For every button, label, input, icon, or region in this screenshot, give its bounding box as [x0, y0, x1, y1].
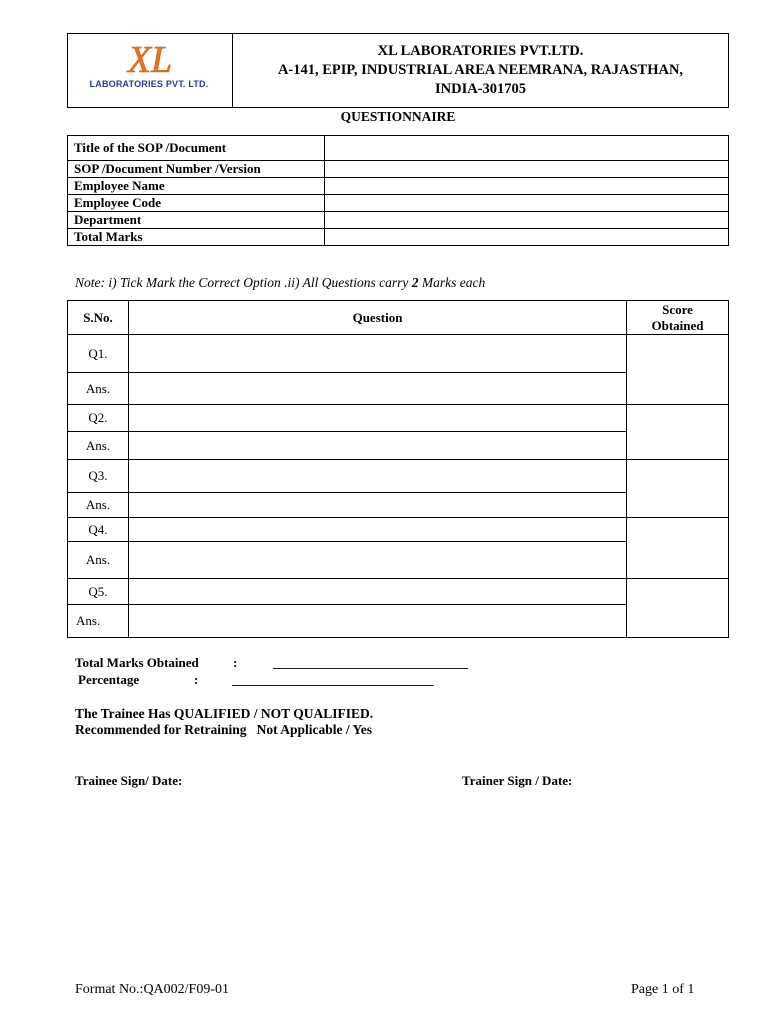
- page-title: QUESTIONNAIRE: [340, 109, 456, 124]
- instruction-note: [75, 275, 485, 291]
- info-label: Title of the SOP /Document: [68, 136, 325, 161]
- info-value-field[interactable]: [325, 136, 729, 161]
- header-score: [627, 301, 729, 335]
- question-number: Q1.: [68, 335, 129, 373]
- company-name: XL LABORATORIES PVT.LTD.: [377, 43, 584, 59]
- percentage-blank[interactable]: _______________________________: [232, 672, 434, 687]
- info-row: [68, 212, 729, 229]
- percentage-label: Percentage: [78, 672, 140, 687]
- info-value-field[interactable]: [325, 178, 729, 195]
- question-number: Q5.: [68, 579, 129, 605]
- question-row: [68, 335, 729, 373]
- answer-field[interactable]: [129, 373, 627, 405]
- info-row: [68, 136, 729, 161]
- info-value-field[interactable]: [325, 195, 729, 212]
- answer-field[interactable]: [129, 432, 627, 460]
- header-score-line2: Obtained: [651, 317, 704, 333]
- total-marks-colon: :: [233, 655, 238, 670]
- question-number: Q2.: [68, 405, 129, 432]
- info-value-field[interactable]: [325, 212, 729, 229]
- score-field[interactable]: [627, 460, 729, 518]
- company-logo: [110, 40, 190, 80]
- answer-field[interactable]: [129, 605, 627, 638]
- answer-field[interactable]: [129, 493, 627, 518]
- answer-label: Ans.: [68, 373, 129, 405]
- answer-label: Ans.: [68, 605, 129, 638]
- header-score-line1: Score: [662, 301, 693, 317]
- info-label: SOP /Document Number /Version: [68, 161, 325, 178]
- info-table: [67, 135, 729, 246]
- note-suffix: Marks each: [418, 275, 486, 290]
- trainee-sign-label: Trainee Sign/ Date:: [75, 773, 183, 788]
- info-label: Department: [68, 212, 325, 229]
- question-row: [68, 460, 729, 493]
- answer-label: Ans.: [68, 542, 129, 579]
- total-marks-label: Total Marks Obtained: [75, 655, 199, 670]
- header-question: Question: [129, 301, 627, 335]
- question-text-field[interactable]: [129, 405, 627, 432]
- score-field[interactable]: [627, 518, 729, 579]
- company-address-line1: A-141, EPIP, INDUSTRIAL AREA NEEMRANA, RAJASTHAN,: [277, 62, 684, 78]
- score-field[interactable]: [627, 335, 729, 405]
- page-number: Page 1 of 1: [631, 982, 695, 997]
- question-text-field[interactable]: [129, 335, 627, 373]
- question-row: [68, 579, 729, 605]
- info-value-field[interactable]: [325, 161, 729, 178]
- question-text-field[interactable]: [129, 579, 627, 605]
- info-label: Employee Name: [68, 178, 325, 195]
- logo-text: LABORATORIES PVT. LTD.: [89, 79, 209, 89]
- answer-label: Ans.: [68, 493, 129, 518]
- percentage-colon: :: [194, 672, 199, 687]
- score-field[interactable]: [627, 579, 729, 638]
- question-text-field[interactable]: [129, 518, 627, 542]
- question-number: Q3.: [68, 460, 129, 493]
- header-sno: S.No.: [68, 301, 129, 335]
- question-table: [67, 300, 729, 638]
- qualification-status: The Trainee Has QUALIFIED / NOT QUALIFIED.: [75, 706, 374, 721]
- question-text-field[interactable]: [129, 460, 627, 493]
- answer-label: Ans.: [68, 432, 129, 460]
- format-number: Format No.:QA002/F09-01: [75, 982, 229, 997]
- info-label: Employee Code: [68, 195, 325, 212]
- info-value-field[interactable]: [325, 229, 729, 246]
- info-row: [68, 195, 729, 212]
- question-row: [68, 518, 729, 542]
- trainer-sign-label: Trainer Sign / Date:: [462, 773, 573, 788]
- company-address-line2: INDIA-301705: [434, 81, 527, 97]
- note-marks: 2: [411, 275, 419, 290]
- info-row: [68, 229, 729, 246]
- answer-field[interactable]: [129, 542, 627, 579]
- total-marks-blank[interactable]: ______________________________: [273, 655, 468, 670]
- note-prefix: Note: i) Tick Mark the Correct Option .ii) All Questions carry: [75, 275, 412, 290]
- question-row: [68, 405, 729, 432]
- question-number: Q4.: [68, 518, 129, 542]
- score-field[interactable]: [627, 405, 729, 460]
- info-row: [68, 178, 729, 195]
- company-cell: [233, 34, 729, 108]
- retraining-recommendation: Recommended for Retraining Not Applicable / Yes: [75, 722, 372, 737]
- info-row: [68, 161, 729, 178]
- logo-mark: XL: [127, 40, 173, 80]
- info-label: Total Marks: [68, 229, 325, 246]
